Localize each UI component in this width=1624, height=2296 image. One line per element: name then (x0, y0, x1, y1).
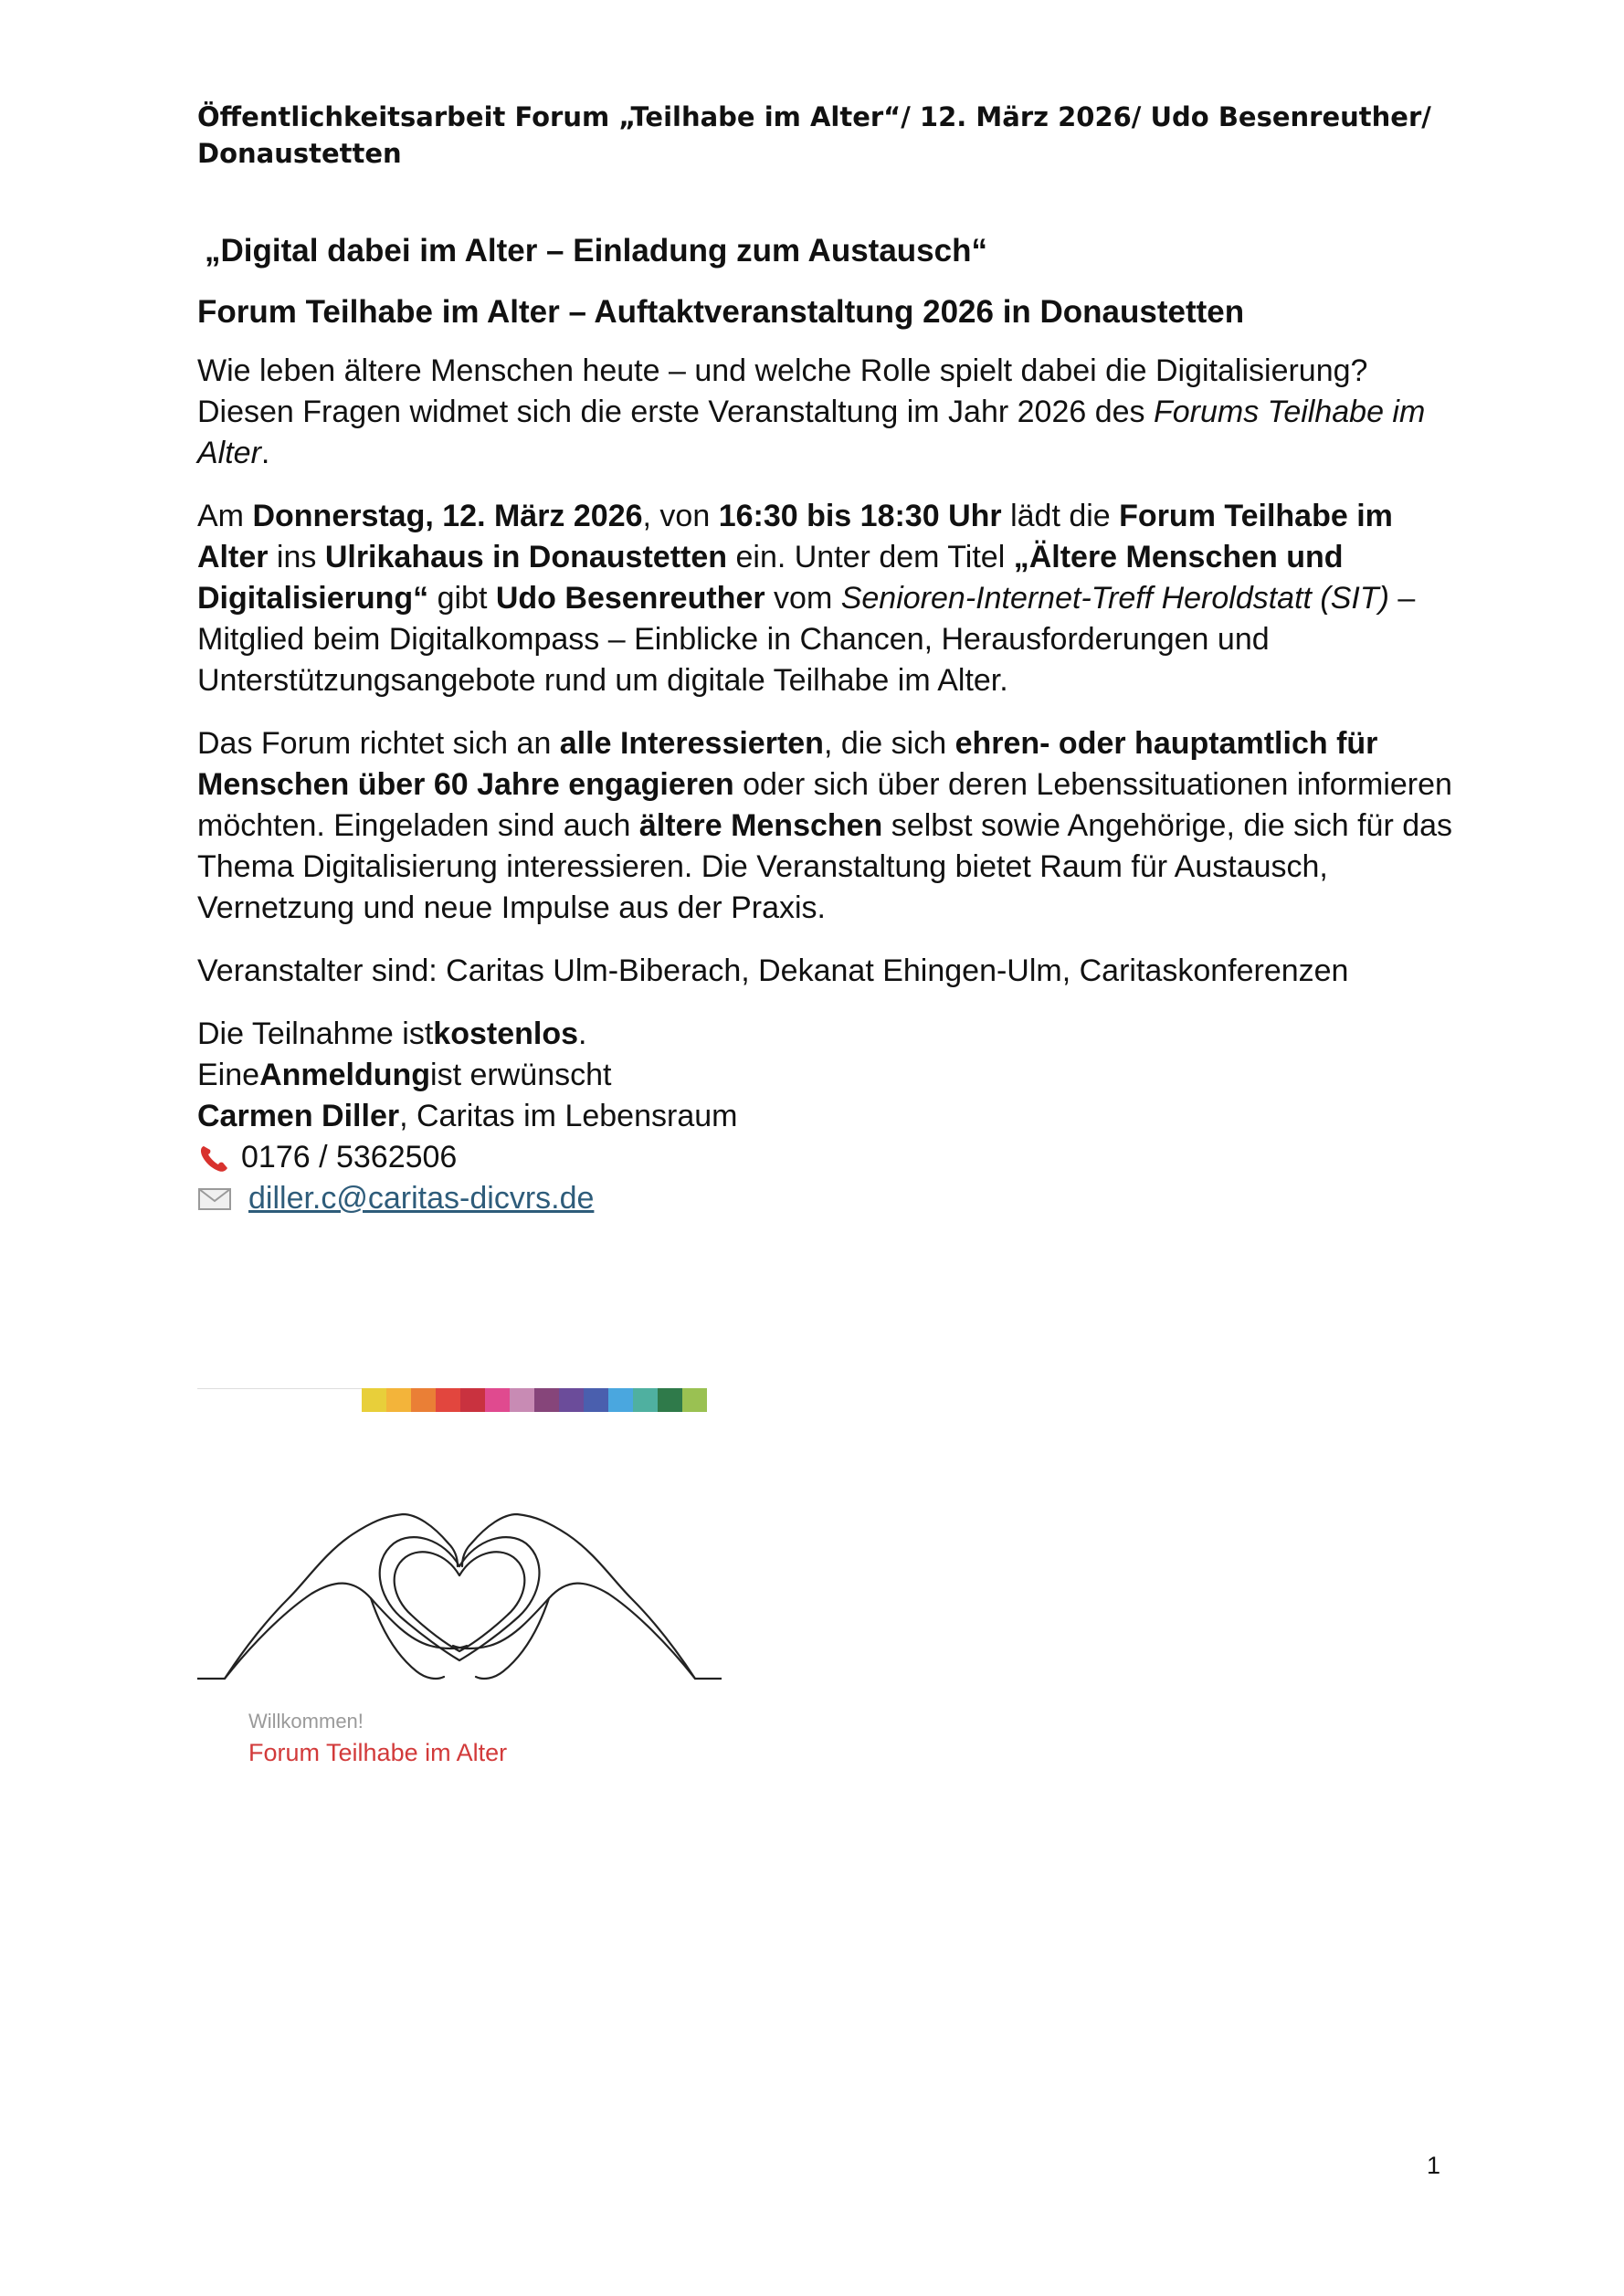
audience-text: , die sich (823, 726, 955, 761)
organizers-paragraph: Veranstalter sind: Caritas Ulm-Biberach, Dekanat Ehingen-Ulm, Caritaskonferenzen (197, 953, 1349, 988)
event-text: Am (197, 499, 253, 533)
page-number: 1 (1427, 2152, 1441, 2179)
phone-number: 0176 / 5362506 (241, 1140, 458, 1174)
color-stripe-13 (658, 1388, 682, 1412)
color-stripe-5 (460, 1388, 485, 1412)
logo-welcome: Willkommen! (248, 1710, 364, 1733)
contact-role: , Caritas im Lebensraum (399, 1099, 738, 1133)
article-title: „Digital dabei im Alter – Einladung zum Austausch“ (205, 233, 987, 269)
audience-text: oder sich über deren Lebenssituationen informieren möchten. Eingeladen sind auch (197, 767, 1452, 843)
registration-text: . (578, 1016, 587, 1051)
audience-text: selbst sowie Angehörige, die sich für das Thema Digitalisierung interessieren. Die Veranstaltung bietet Raum für Austausch, Vernetzung und neue Impulse aus der Praxis. (197, 808, 1453, 925)
article-subtitle: Forum Teilhabe im Alter – Auftaktveranstaltung 2026 in Donaustetten (197, 294, 1245, 330)
event-text: , von (642, 499, 719, 533)
intro-text: Wie leben ältere Menschen heute – und welche Rolle spielt dabei die Digitalisierung? Diesen Fragen widmet sich die erste Veranstaltung im Jahr 2026 des (197, 353, 1368, 429)
audience-highlight: ältere Menschen (638, 808, 883, 843)
registration-block (197, 1014, 1458, 1219)
color-stripe-10 (584, 1388, 608, 1412)
color-stripe-8 (534, 1388, 559, 1412)
event-text: vom (765, 581, 841, 616)
heart-hands-icon (197, 1443, 722, 1682)
color-stripe-11 (608, 1388, 633, 1412)
audience-paragraph (197, 723, 1458, 929)
registration-text: Eine (197, 1058, 260, 1092)
contact-email (197, 1178, 1458, 1219)
color-stripe-1 (362, 1388, 386, 1412)
event-date: Donnerstag, 12. März 2026 (252, 499, 643, 533)
event-speaker: Udo Besenreuther (495, 581, 765, 616)
color-stripe-9 (559, 1388, 584, 1412)
registration-request (197, 1055, 1458, 1096)
contact-name: Carmen Diller (197, 1099, 400, 1133)
event-paragraph (197, 496, 1458, 701)
phone-icon (197, 1143, 232, 1174)
intro-paragraph (197, 351, 1458, 474)
contact-person (197, 1096, 1458, 1137)
registration-free: kostenlos (433, 1016, 578, 1051)
email-link[interactable]: diller.c@caritas-dicvrs.de (248, 1181, 595, 1216)
color-stripe-bar (362, 1388, 707, 1412)
logo-divider (197, 1388, 362, 1389)
event-text: lädt die (1001, 499, 1120, 533)
event-location: Ulrikahaus in Donaustetten (324, 540, 728, 574)
contact-phone (197, 1137, 1458, 1178)
intro-forum-name: Forums Teilhabe im Alter (197, 395, 1426, 470)
color-stripe-4 (436, 1388, 460, 1412)
event-time: 16:30 bis 18:30 Uhr (718, 499, 1002, 533)
registration-text: Die Teilnahme ist (197, 1016, 434, 1051)
event-organization: Senioren-Internet-Treff Heroldstatt (SIT) (840, 581, 1389, 616)
envelope-icon (197, 1184, 232, 1215)
document-header (197, 99, 1458, 172)
intro-end: . (260, 436, 270, 470)
event-text: ein. Unter dem Titel (727, 540, 1014, 574)
registration-text: ist erwünscht (430, 1058, 612, 1092)
color-stripe-6 (485, 1388, 510, 1412)
event-text: – Mitglied beim Digitalkompass – Einblicke in Chancen, Herausforderungen und Unterstützungsangebote rund um digitale Teilhabe im Alter. (197, 581, 1416, 698)
header-line-1: Öffentlichkeitsarbeit Forum „Teilhabe im Alter“/ 12. März 2026/ Udo Besenreuther/ (197, 101, 1431, 132)
audience-text: Das Forum richtet sich an (197, 726, 560, 761)
event-text: ins (268, 540, 325, 574)
event-text: gibt (428, 581, 496, 616)
audience-highlight: alle Interessierten (559, 726, 824, 761)
color-stripe-7 (510, 1388, 534, 1412)
color-stripe-3 (411, 1388, 436, 1412)
event-forum: Forum Teilhabe im Alter (197, 499, 1393, 574)
header-line-2: Donaustetten (197, 138, 402, 169)
color-stripe-2 (386, 1388, 411, 1412)
event-topic: „Ältere Menschen und Digitalisierung“ (197, 540, 1344, 616)
audience-highlight: ehren- oder hauptamtlich für Menschen über 60 Jahre engagieren (197, 726, 1378, 802)
forum-logo (197, 1388, 722, 1772)
registration-keyword: Anmeldung (259, 1058, 431, 1092)
logo-forum-name: Forum Teilhabe im Alter (248, 1739, 508, 1766)
registration-cost (197, 1014, 1458, 1055)
article-body (197, 230, 1458, 1219)
color-stripe-14 (682, 1388, 707, 1412)
color-stripe-12 (633, 1388, 658, 1412)
